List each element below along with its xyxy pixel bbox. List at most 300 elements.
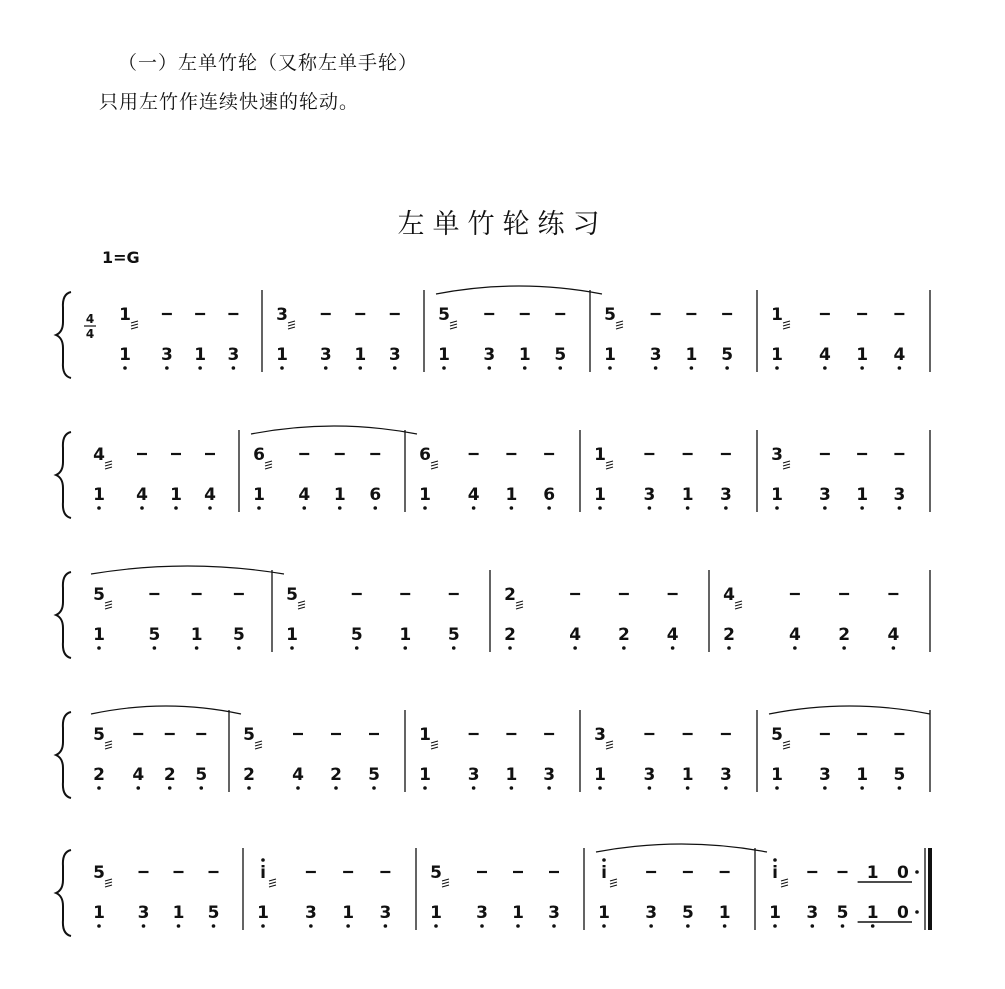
- tie-arc: [91, 706, 241, 714]
- low-octave-dot: [136, 786, 140, 790]
- lower-note: 1: [771, 485, 783, 505]
- tremolo-mark: [610, 882, 617, 884]
- time-signature-top: 4: [85, 312, 95, 326]
- tremolo-mark: [288, 324, 295, 326]
- lower-note: 3: [643, 485, 656, 505]
- upper-note: 3: [771, 445, 783, 465]
- tremolo-mark: [131, 327, 138, 329]
- low-octave-dot: [811, 924, 815, 928]
- tremolo-mark: [105, 879, 112, 881]
- low-octave-dot: [472, 786, 476, 790]
- low-octave-dot: [727, 646, 731, 650]
- low-octave-dot: [198, 366, 202, 370]
- lower-note: 5: [350, 625, 363, 645]
- low-octave-dot: [671, 646, 675, 650]
- tie-arc: [596, 844, 767, 852]
- lower-note: 1: [604, 345, 616, 365]
- tremolo-mark: [105, 882, 112, 884]
- low-octave-dot: [690, 366, 694, 370]
- tremolo-mark: [781, 882, 788, 884]
- lower-note: 4: [788, 625, 801, 645]
- low-octave-dot: [686, 786, 690, 790]
- tremolo-mark: [131, 324, 138, 326]
- exercise-title: 左单竹轮练习: [397, 209, 608, 240]
- lower-note: 1: [93, 485, 105, 505]
- lower-note: 3: [893, 485, 906, 505]
- low-octave-dot: [871, 924, 875, 928]
- low-octave-dot: [823, 506, 827, 510]
- high-octave-dot: [602, 858, 606, 862]
- tremolo-mark: [431, 747, 438, 749]
- lower-note: 3: [818, 485, 831, 505]
- tremolo-mark: [442, 879, 449, 881]
- lower-note: 1: [681, 765, 694, 785]
- low-octave-dot: [898, 366, 902, 370]
- low-octave-dot: [602, 924, 606, 928]
- lower-note: 1: [438, 345, 450, 365]
- lower-note: 3: [719, 765, 732, 785]
- tremolo-mark: [255, 747, 262, 749]
- tremolo-mark: [606, 747, 613, 749]
- low-octave-dot: [355, 646, 359, 650]
- low-octave-dot: [232, 366, 236, 370]
- low-octave-dot: [237, 646, 241, 650]
- low-octave-dot: [622, 646, 626, 650]
- tremolo-mark: [431, 461, 438, 463]
- tremolo-mark: [105, 744, 112, 746]
- low-octave-dot: [423, 786, 427, 790]
- lower-note: 6: [543, 485, 556, 505]
- lower-note: 3: [818, 765, 831, 785]
- lower-note: 5: [681, 903, 694, 923]
- lower-note: 1: [93, 903, 105, 923]
- tremolo-mark: [269, 882, 276, 884]
- low-octave-dot: [212, 924, 216, 928]
- tremolo-mark: [105, 467, 112, 469]
- low-octave-dot: [177, 924, 181, 928]
- lower-note: 4: [887, 625, 900, 645]
- upper-note: i: [260, 863, 266, 883]
- tremolo-mark: [105, 747, 112, 749]
- lower-note: 1: [430, 903, 442, 923]
- lower-note: 3: [483, 345, 496, 365]
- lower-note: 3: [643, 765, 656, 785]
- lower-note: 1: [769, 903, 781, 923]
- low-octave-dot: [773, 924, 777, 928]
- lower-note: 2: [243, 765, 255, 785]
- upper-note: 1: [771, 305, 783, 325]
- low-octave-dot: [608, 366, 612, 370]
- lower-note: 5: [148, 625, 161, 645]
- high-octave-dot: [261, 858, 265, 862]
- lower-note: 3: [227, 345, 240, 365]
- lower-note: 3: [379, 903, 392, 923]
- low-octave-dot: [841, 924, 845, 928]
- low-octave-dot: [516, 924, 520, 928]
- low-octave-dot: [725, 366, 729, 370]
- system-brace: [56, 850, 71, 936]
- tremolo-mark: [783, 467, 790, 469]
- upper-note: 5: [430, 863, 442, 883]
- low-octave-dot: [373, 506, 377, 510]
- tremolo-mark: [516, 604, 523, 606]
- tremolo-mark: [783, 324, 790, 326]
- lower-note: 4: [132, 765, 145, 785]
- lower-note: 1: [399, 625, 412, 645]
- tremolo-mark: [606, 467, 613, 469]
- upper-note: 0: [896, 863, 909, 883]
- lower-note: 1: [354, 345, 367, 365]
- tremolo-mark: [606, 744, 613, 746]
- repeat-dot: [915, 870, 919, 874]
- low-octave-dot: [472, 506, 476, 510]
- tremolo-mark: [105, 464, 112, 466]
- low-octave-dot: [168, 786, 172, 790]
- upper-note: i: [601, 863, 607, 883]
- tremolo-mark: [450, 327, 457, 329]
- low-octave-dot: [199, 786, 203, 790]
- low-octave-dot: [97, 506, 101, 510]
- lower-note: 1: [172, 903, 185, 923]
- upper-note: 1: [866, 863, 879, 883]
- tremolo-mark: [616, 324, 623, 326]
- low-octave-dot: [860, 506, 864, 510]
- lower-note: 3: [137, 903, 150, 923]
- lower-note: 3: [388, 345, 401, 365]
- low-octave-dot: [898, 786, 902, 790]
- low-octave-dot: [434, 924, 438, 928]
- tremolo-mark: [783, 741, 790, 743]
- upper-note: 5: [438, 305, 450, 325]
- tremolo-mark: [105, 741, 112, 743]
- low-octave-dot: [598, 786, 602, 790]
- lower-note: 4: [818, 345, 831, 365]
- low-octave-dot: [775, 786, 779, 790]
- lower-note: 2: [838, 625, 851, 645]
- low-octave-dot: [165, 366, 169, 370]
- lower-note: 1: [518, 345, 531, 365]
- tremolo-mark: [616, 321, 623, 323]
- lower-note: 5: [893, 765, 906, 785]
- system-brace: [56, 432, 71, 518]
- tremolo-mark: [269, 879, 276, 881]
- lower-note: 2: [330, 765, 342, 785]
- low-octave-dot: [823, 786, 827, 790]
- tremolo-mark: [783, 321, 790, 323]
- low-octave-dot: [686, 924, 690, 928]
- tremolo-mark: [298, 607, 305, 609]
- lower-note: 5: [195, 765, 208, 785]
- system-brace: [56, 712, 71, 798]
- lower-note: 3: [160, 345, 173, 365]
- upper-note: 1: [119, 305, 131, 325]
- lower-note: 1: [594, 485, 606, 505]
- low-octave-dot: [403, 646, 407, 650]
- tremolo-mark: [516, 607, 523, 609]
- lower-note: 5: [554, 345, 567, 365]
- lower-note: 3: [645, 903, 658, 923]
- low-octave-dot: [261, 924, 265, 928]
- lower-note: 2: [617, 625, 630, 645]
- tremolo-mark: [610, 879, 617, 881]
- low-octave-dot: [290, 646, 294, 650]
- lower-note: 2: [93, 765, 105, 785]
- upper-note: 5: [771, 725, 783, 745]
- lower-note: 1: [856, 765, 869, 785]
- lower-note: 1: [190, 625, 203, 645]
- tremolo-mark: [610, 885, 617, 887]
- lower-note: 1: [194, 345, 207, 365]
- tremolo-mark: [265, 464, 272, 466]
- lower-note: 1: [598, 903, 610, 923]
- lower-note: 4: [136, 485, 148, 505]
- low-octave-dot: [654, 366, 658, 370]
- lower-note: 1: [856, 485, 869, 505]
- tremolo-mark: [735, 607, 742, 609]
- upper-note: 5: [243, 725, 255, 745]
- low-octave-dot: [208, 506, 212, 510]
- lower-note: 1: [286, 625, 298, 645]
- lower-note: 0: [896, 903, 909, 923]
- tremolo-mark: [450, 321, 457, 323]
- tremolo-mark: [442, 885, 449, 887]
- low-octave-dot: [358, 366, 362, 370]
- tremolo-mark: [431, 741, 438, 743]
- low-octave-dot: [547, 786, 551, 790]
- lower-note: 1: [594, 765, 606, 785]
- lower-note: 3: [304, 903, 317, 923]
- low-octave-dot: [97, 786, 101, 790]
- tremolo-mark: [442, 882, 449, 884]
- lower-note: 4: [298, 485, 311, 505]
- lower-note: 3: [543, 765, 556, 785]
- lower-note: 1: [856, 345, 869, 365]
- system-brace: [56, 292, 71, 378]
- tremolo-mark: [105, 885, 112, 887]
- section-heading: （一）左单竹轮（又称左单手轮）: [118, 52, 419, 74]
- low-octave-dot: [480, 924, 484, 928]
- lower-note: 1: [866, 903, 879, 923]
- low-octave-dot: [823, 366, 827, 370]
- lower-note: 4: [467, 485, 480, 505]
- tremolo-mark: [105, 604, 112, 606]
- lower-note: 1: [253, 485, 265, 505]
- low-octave-dot: [140, 506, 144, 510]
- tremolo-mark: [781, 879, 788, 881]
- low-octave-dot: [247, 786, 251, 790]
- lower-note: 5: [447, 625, 460, 645]
- lower-note: 4: [292, 765, 304, 785]
- upper-note: i: [772, 863, 778, 883]
- tremolo-mark: [288, 321, 295, 323]
- tremolo-mark: [783, 327, 790, 329]
- tremolo-mark: [298, 601, 305, 603]
- low-octave-dot: [97, 646, 101, 650]
- tremolo-mark: [516, 601, 523, 603]
- low-octave-dot: [153, 646, 157, 650]
- upper-note: 5: [93, 585, 105, 605]
- tremolo-mark: [255, 741, 262, 743]
- lower-note: 1: [276, 345, 288, 365]
- tremolo-mark: [431, 467, 438, 469]
- upper-note: 3: [276, 305, 288, 325]
- low-octave-dot: [338, 506, 342, 510]
- low-octave-dot: [393, 366, 397, 370]
- low-octave-dot: [648, 786, 652, 790]
- tie-arc: [436, 286, 602, 294]
- lower-note: 3: [719, 485, 732, 505]
- lower-note: 5: [368, 765, 380, 785]
- low-octave-dot: [487, 366, 491, 370]
- tremolo-mark: [431, 464, 438, 466]
- upper-note: 2: [504, 585, 516, 605]
- upper-note: 3: [594, 725, 606, 745]
- lower-note: 3: [476, 903, 488, 923]
- lower-note: 3: [806, 903, 819, 923]
- low-octave-dot: [280, 366, 284, 370]
- lower-note: 1: [419, 765, 431, 785]
- lower-note: 1: [505, 485, 518, 505]
- tremolo-mark: [735, 604, 742, 606]
- low-octave-dot: [257, 506, 261, 510]
- low-octave-dot: [346, 924, 350, 928]
- upper-note: 4: [723, 585, 735, 605]
- low-octave-dot: [452, 646, 456, 650]
- low-octave-dot: [302, 506, 306, 510]
- final-barline: [928, 848, 932, 930]
- repeat-dot: [915, 910, 919, 914]
- lower-note: 5: [232, 625, 245, 645]
- low-octave-dot: [724, 786, 728, 790]
- low-octave-dot: [892, 646, 896, 650]
- upper-note: 4: [93, 445, 105, 465]
- tremolo-mark: [781, 885, 788, 887]
- low-octave-dot: [558, 366, 562, 370]
- low-octave-dot: [296, 786, 300, 790]
- low-octave-dot: [552, 924, 556, 928]
- tremolo-mark: [783, 464, 790, 466]
- upper-note: 5: [604, 305, 616, 325]
- low-octave-dot: [142, 924, 146, 928]
- tremolo-mark: [606, 461, 613, 463]
- tremolo-mark: [105, 607, 112, 609]
- tremolo-mark: [606, 464, 613, 466]
- upper-note: 1: [594, 445, 606, 465]
- tremolo-mark: [783, 747, 790, 749]
- low-octave-dot: [510, 506, 514, 510]
- tremolo-mark: [105, 461, 112, 463]
- low-octave-dot: [648, 506, 652, 510]
- tremolo-mark: [288, 327, 295, 329]
- lower-note: 1: [119, 345, 131, 365]
- section-description: 只用左竹作连续快速的轮动。: [99, 91, 360, 113]
- low-octave-dot: [423, 506, 427, 510]
- low-octave-dot: [573, 646, 577, 650]
- lower-note: 4: [204, 485, 216, 505]
- lower-note: 5: [836, 903, 849, 923]
- tremolo-mark: [131, 321, 138, 323]
- low-octave-dot: [309, 924, 313, 928]
- tie-arc: [251, 426, 417, 434]
- low-octave-dot: [860, 366, 864, 370]
- low-octave-dot: [842, 646, 846, 650]
- upper-note: 5: [286, 585, 298, 605]
- lower-note: 1: [505, 765, 518, 785]
- key-signature: 1=G: [102, 248, 140, 267]
- lower-note: 1: [771, 345, 783, 365]
- low-octave-dot: [174, 506, 178, 510]
- lower-note: 3: [649, 345, 662, 365]
- lower-note: 1: [93, 625, 105, 645]
- lower-note: 1: [685, 345, 698, 365]
- upper-note: 1: [419, 725, 431, 745]
- low-octave-dot: [793, 646, 797, 650]
- low-octave-dot: [510, 786, 514, 790]
- low-octave-dot: [384, 924, 388, 928]
- low-octave-dot: [775, 366, 779, 370]
- tremolo-mark: [616, 327, 623, 329]
- lower-note: 6: [369, 485, 382, 505]
- lower-note: 1: [333, 485, 346, 505]
- low-octave-dot: [723, 924, 727, 928]
- low-octave-dot: [195, 646, 199, 650]
- low-octave-dot: [775, 506, 779, 510]
- low-octave-dot: [898, 506, 902, 510]
- lower-note: 1: [681, 485, 694, 505]
- low-octave-dot: [598, 506, 602, 510]
- system-brace: [56, 572, 71, 658]
- tie-arc: [769, 706, 930, 714]
- upper-note: 5: [93, 725, 105, 745]
- low-octave-dot: [547, 506, 551, 510]
- time-signature-bottom: 4: [85, 327, 95, 341]
- low-octave-dot: [860, 786, 864, 790]
- tremolo-mark: [783, 744, 790, 746]
- low-octave-dot: [372, 786, 376, 790]
- low-octave-dot: [649, 924, 653, 928]
- low-octave-dot: [686, 506, 690, 510]
- low-octave-dot: [123, 366, 127, 370]
- lower-note: 1: [257, 903, 269, 923]
- tremolo-mark: [431, 744, 438, 746]
- tremolo-mark: [255, 744, 262, 746]
- low-octave-dot: [724, 506, 728, 510]
- lower-note: 3: [319, 345, 332, 365]
- tremolo-mark: [783, 461, 790, 463]
- lower-note: 1: [771, 765, 783, 785]
- upper-note: 6: [419, 445, 431, 465]
- lower-note: 1: [170, 485, 182, 505]
- low-octave-dot: [324, 366, 328, 370]
- lower-note: 4: [569, 625, 582, 645]
- tremolo-mark: [265, 461, 272, 463]
- tremolo-mark: [269, 885, 276, 887]
- tremolo-mark: [265, 467, 272, 469]
- upper-note: 5: [93, 863, 105, 883]
- lower-note: 1: [512, 903, 524, 923]
- lower-note: 1: [718, 903, 731, 923]
- upper-note: 6: [253, 445, 265, 465]
- tremolo-mark: [298, 604, 305, 606]
- lower-note: 2: [163, 765, 176, 785]
- low-octave-dot: [97, 924, 101, 928]
- low-octave-dot: [523, 366, 527, 370]
- tremolo-mark: [450, 324, 457, 326]
- lower-note: 4: [893, 345, 906, 365]
- lower-note: 4: [666, 625, 679, 645]
- tremolo-mark: [735, 601, 742, 603]
- lower-note: 3: [467, 765, 480, 785]
